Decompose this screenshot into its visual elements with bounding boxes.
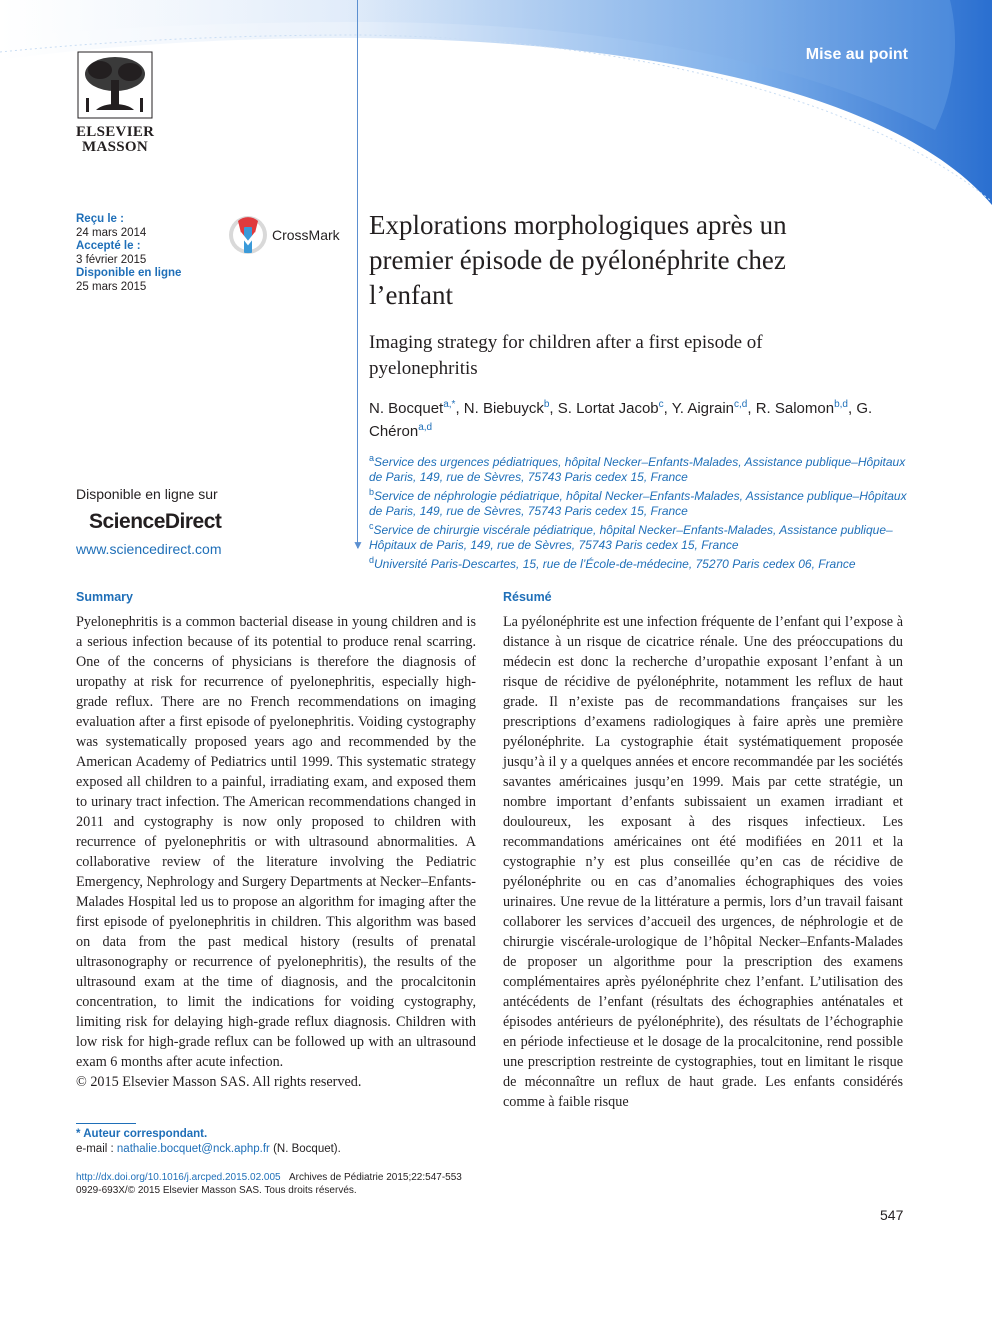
crossmark-badge[interactable] — [228, 215, 348, 255]
author — [672, 400, 756, 417]
author-affiliation-mark: c,d — [734, 399, 748, 410]
author-affiliation-mark: b — [543, 399, 550, 410]
crossmark-label: CrossMark — [272, 227, 340, 243]
section-tag: Mise au point — [805, 46, 908, 63]
affiliation-text: Service de chirurgie viscérale pédiatrique, hôpital Necker–Enfants-Malades, Assistance publique–Hôpitaux de Paris, 149, rue de Sèvres, 75743 Paris cedex 15, France — [369, 523, 893, 552]
author-name: N. Biebuyck — [463, 400, 544, 417]
author — [558, 400, 672, 417]
affiliation-mark: a — [369, 453, 375, 463]
author-separator: , — [663, 400, 672, 417]
email-link[interactable]: nathalie.bocquet@nck.aphp.fr — [116, 1142, 270, 1155]
author-name: N. Bocquet — [369, 400, 444, 417]
author-separator: , — [847, 400, 853, 417]
affiliation-mark: b — [369, 487, 375, 497]
page-number: 547 — [880, 1207, 904, 1223]
summary-copyright: © 2015 Elsevier Masson SAS. All rights reserved. — [76, 1074, 362, 1090]
affiliation-list — [369, 451, 909, 572]
resume-section — [503, 587, 903, 1112]
author-list — [369, 395, 879, 441]
corresponding-author-note: * Auteur correspondant. — [76, 1128, 208, 1140]
author — [369, 400, 464, 417]
resume-heading: Résumé — [503, 590, 552, 604]
summary-body: Pyelonephritis is a common bacterial disease in young children and is a serious infection because of its potential to produce renal scarring. One of the concerns of physicians is therefore the diagnosis of uropathy at risk for recurrence of pyelonephritis, especially high-grade reflux. There are no French recommendations on imaging evaluation after a first episode of pyelonephritis. Voiding cystography was systematically proposed years ago and recommended by the American Academy of Pediatrics until 1999. This systematic strategy exposed all children to a painful, irradiating exam, and exposed them to urinary tract infection. The American recommendations changed in 2011 and cystography is now only proposed to children with recurrence of pyelonephritis or with ultrasound abnormalities. A collaborative review of the literature involving the Pediatric Emergency, Nephrology and Surgery Departments at Necker–Enfants-Malades Hospital led us to propose an algorithm for imaging after the first episode of pyelonephritis in children. This algorithm was based on data from the past medical history (results of prenatal ultrasonography or recurrence of pyelonephritis), the results of the ultrasound exam at the time of diagnosis, and the procalcitonin concentration, to limit the indications for voiding cystography, limiting risk for delaying high-grade reflux diagnosis. Children with low risk for high-grade reflux can be followed up with an ultrasound exam 6 months after acute infection. — [76, 614, 477, 1070]
affiliation — [369, 451, 909, 485]
author-name: S. Lortat Jacob — [557, 400, 659, 417]
sciencedirect-logo: ScienceDirect — [89, 510, 222, 533]
down-arrow-icon: ▼ — [352, 538, 364, 552]
summary-section — [76, 587, 476, 1092]
email-label: e-mail : — [76, 1142, 117, 1155]
footnote-rule — [76, 1123, 136, 1124]
tree-icon — [76, 50, 154, 120]
article-dates — [76, 213, 226, 295]
author-affiliation-mark: b,d — [834, 399, 848, 410]
sciencedirect-link[interactable]: www.sciencedirect.com — [76, 541, 222, 557]
email-suffix: (N. Bocquet). — [269, 1142, 341, 1155]
crossmark-icon — [228, 215, 268, 255]
accepted-date: 3 février 2015 — [76, 253, 147, 266]
affiliation-mark: c — [369, 521, 374, 531]
online-label: Disponible en ligne — [76, 267, 182, 280]
email-line — [76, 1142, 341, 1157]
affiliation — [369, 553, 909, 572]
author-affiliation-mark: a,d — [418, 422, 433, 433]
available-online-label: Disponible en ligne sur — [76, 486, 218, 502]
online-date: 25 mars 2015 — [76, 280, 147, 293]
affiliation-text: Service des urgences pédiatriques, hôpital Necker–Enfants-Malades, Assistance publique–Hôpitaux de Paris, 149, rue de Sèvres, 75743 Paris cedex 15, France — [369, 455, 906, 484]
footnotes — [76, 1127, 341, 1156]
author-separator: , — [549, 400, 558, 417]
publisher-logo — [76, 50, 154, 155]
received-label: Reçu le : — [76, 213, 124, 225]
affiliation-mark: d — [369, 555, 375, 565]
journal-citation: Archives de Pédiatrie 2015;22:547-553 — [288, 1172, 462, 1183]
article-subtitle: Imaging strategy for children after a first episode of pyelonephritis — [369, 332, 763, 379]
author-affiliation-mark: c — [658, 399, 664, 410]
publisher-name: ELSEVIER — [76, 124, 155, 140]
accepted-label: Accepté le : — [76, 240, 141, 253]
article-title: Explorations morphologiques après un premier épisode de pyélonéphrite chez l’enfant — [369, 210, 787, 310]
author — [464, 400, 558, 417]
vertical-divider — [357, 0, 358, 548]
doi-link[interactable]: http://dx.doi.org/10.1016/j.arcped.2015.02.005 — [76, 1172, 281, 1183]
summary-heading: Summary — [76, 590, 133, 604]
author-name: Y. Aigrain — [671, 400, 735, 417]
author-name: G. Chéron — [369, 400, 873, 440]
author-separator: , — [455, 400, 464, 417]
author-separator: , — [747, 400, 756, 417]
author-name: R. Salomon — [755, 400, 835, 417]
publisher-imprint: MASSON — [82, 139, 148, 155]
resume-body: La pyélonéphrite est une infection fréquente de l’enfant qui l’expose à distance à un risque de cicatrice rénale. Une des préoccupations du médecin est donc la recherche d’uropathie exposant l’enfant à un risque de récidive de pyélonéphrite, notamment les reflux de haut grade. Il n’existe pas de recommandations françaises sur les prescriptions d’examens radiologiques à faire après une première pyélonéphrite. La cystographie était systématiquement proposée jusqu’à il y a quelques années et encore recommandée par les sociétés savantes américaines jusqu’en 1999. Mais par cette stratégie, un nombre important d’enfants subissaient un examen irradiant et douloureux, les exposant à des risques infectieux. Les recommandations américaines ont été modifiées en 2011 et la cystographie n’y est plus conseillée qu’en cas de récidive de pyélonéphrite ou en cas d’anomalies échographiques des voies urinaires. Une revue de la littérature a permis, lors d’un travail faisant collaborer les services d’accueil des urgences, de néphrologie et de chirurgie viscérale-urologique de l’hôpital Necker–Enfants-Malades de proposer un algorithme pour la prescription des examens complémentaires après pyélonéphrite chez l’enfant. L’utilisation des antécédents de l’enfant (résultats des échographies anténatales et épisodes antérieurs de pyélonéphrite), des résultats de l’échographie en période infectieuse et le dosage de la procalcitonine, rend possible une prescription restreinte de cystographies, tout en limitant le risque de méconnaître un reflux de haut grade. Les enfants considérés comme à faible risque — [503, 614, 903, 1110]
citation-block — [76, 1172, 462, 1197]
affiliation-text: Université Paris-Descartes, 15, rue de l’École-de-médecine, 75270 Paris cedex 06, France — [374, 557, 856, 571]
affiliation — [369, 519, 909, 553]
author-affiliation-mark: a,* — [443, 399, 456, 410]
affiliation — [369, 485, 909, 519]
affiliation-text: Service de néphrologie pédiatrique, hôpital Necker–Enfants-Malades, Assistance publique–Hôpitaux de Paris, 149, rue de Sèvres, 75743 Paris cedex 15, France — [369, 489, 907, 518]
received-date: 24 mars 2014 — [76, 226, 147, 239]
issn-copyright: 0929-693X/© 2015 Elsevier Masson SAS. Tous droits réservés. — [76, 1184, 357, 1196]
author — [756, 400, 852, 417]
